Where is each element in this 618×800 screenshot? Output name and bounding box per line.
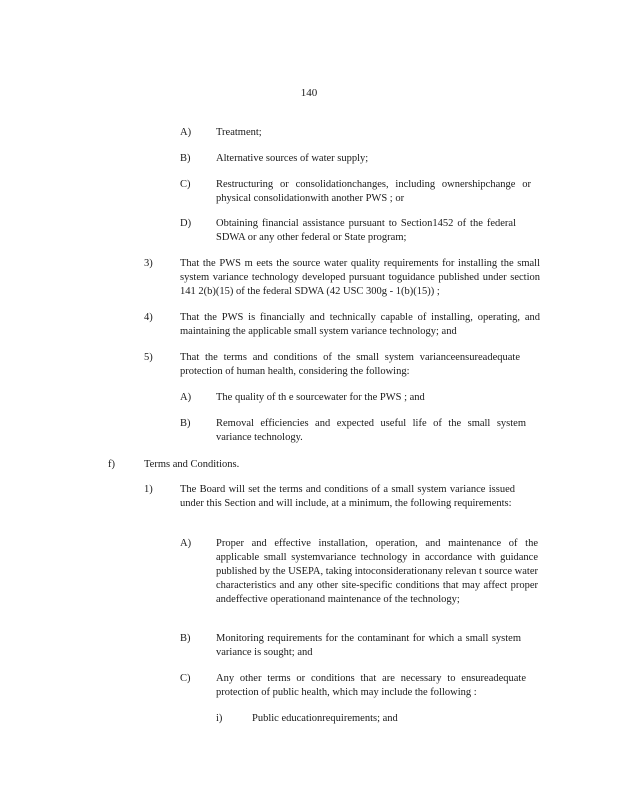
item-text: Treatment; (216, 127, 262, 138)
item-label: A) (180, 127, 192, 138)
item-text: Removal efficiencies and expected useful life of the small system variance technology. (216, 418, 526, 443)
item-label: C) (180, 673, 191, 684)
item-text: That the terms and conditions of the small system varianceensureadequate protection of human health, considering the following: (180, 352, 520, 377)
item-label: 4) (144, 312, 153, 323)
item-label: 1) (144, 484, 153, 495)
section-heading: Terms and Conditions. (144, 459, 240, 470)
item-text: Obtaining financial assistance pursuant to Section1452 of the federal SDWA or any other federal or State program; (216, 218, 516, 243)
item-label: B) (180, 633, 191, 644)
item-label: B) (180, 153, 191, 164)
item-text: That the PWS is financially and technically capable of installing, operating, and maintaining the applicable small system variance technology; and (180, 312, 540, 337)
item-label: D) (180, 218, 192, 229)
item-label: A) (180, 538, 192, 549)
item-text: That the PWS m eets the source water quality requirements for installing the small system variance technology developed pursuant toguidance published under section 141 2(b)(15) of the federal SDWA (42 USC 300g - 1(b)(15)) ; (180, 258, 540, 297)
section-label: f) (108, 459, 115, 470)
item-text: The quality of th e sourcewater for the PWS ; and (216, 392, 425, 403)
item-text: Proper and effective installation, operation, and maintenance of the applicable small systemvariance technology in accordance with guidance published by the USEPA, taking intoconsiderationany relevan t source water characteristics and any other site-specific conditions that may affect proper andeffective operationand maintenance of the technology; (216, 538, 538, 605)
item-label: C) (180, 179, 191, 190)
item-label: i) (216, 713, 223, 724)
item-text: Monitoring requirements for the contaminant for which a small system variance is sought; and (216, 633, 521, 658)
item-text: Public educationrequirements; and (252, 713, 398, 724)
item-text: Alternative sources of water supply; (216, 153, 369, 164)
item-label: B) (180, 418, 191, 429)
item-text: Any other terms or conditions that are necessary to ensureadequate protection of public health, which may include the following : (216, 673, 526, 698)
item-label: A) (180, 392, 192, 403)
item-text: The Board will set the terms and conditions of a small system variance issued under this Section and will include, at a minimum, the following requirements: (180, 484, 515, 509)
item-label: 3) (144, 258, 153, 269)
page-number: 140 (300, 87, 318, 99)
item-label: 5) (144, 352, 153, 363)
item-text: Restructuring or consolidationchanges, including ownershipchange or physical consolidationwith another PWS ; or (216, 179, 531, 204)
